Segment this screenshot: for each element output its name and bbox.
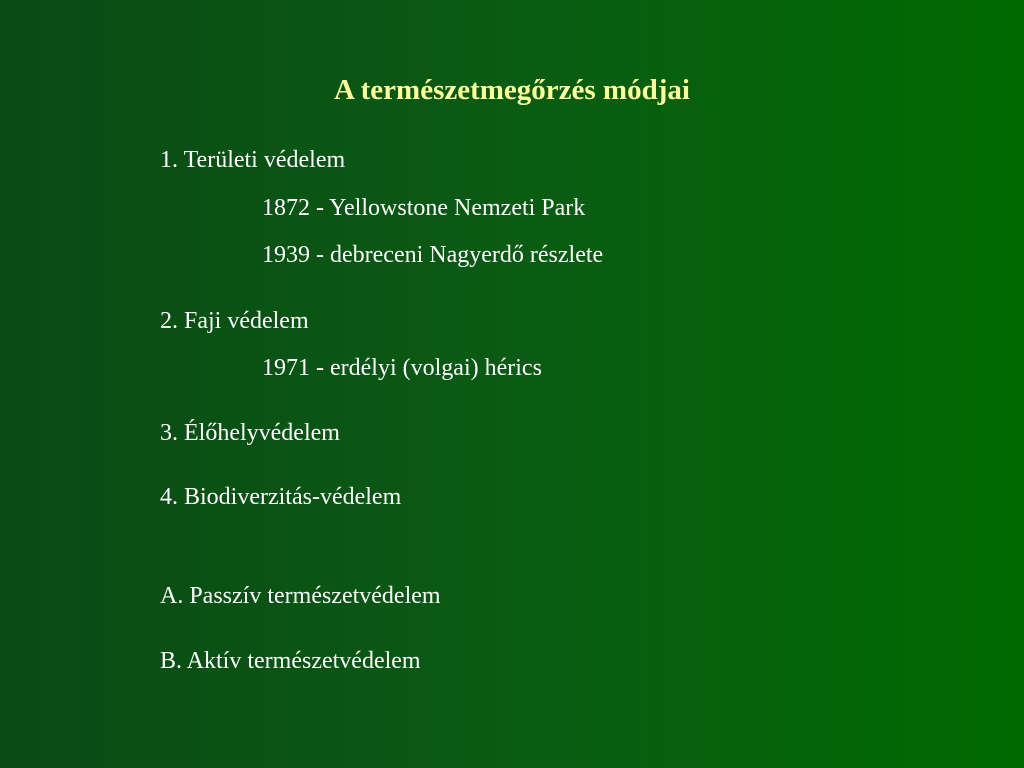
sub-item-nagyerdo: 1939 - debreceni Nagyerdő részlete — [262, 242, 604, 268]
list-item-aktiv: B. Aktív természetvédelem — [160, 648, 421, 674]
list-item-elohelyvedelem: 3. Élőhelyvédelem — [160, 420, 340, 446]
list-item-teruleti-vedelem: 1. Területi védelem — [160, 147, 346, 173]
list-item-faji-vedelem: 2. Faji védelem — [160, 308, 309, 334]
list-item-biodiverzitas: 4. Biodiverzitás-védelem — [160, 484, 402, 510]
list-item-passziv: A. Passzív természetvédelem — [160, 583, 441, 609]
sub-item-heric: 1971 - erdélyi (volgai) hérics — [262, 355, 542, 381]
slide-title: A természetmegőrzés módjai — [334, 74, 690, 106]
sub-item-yellowstone: 1872 - Yellowstone Nemzeti Park — [262, 195, 586, 221]
